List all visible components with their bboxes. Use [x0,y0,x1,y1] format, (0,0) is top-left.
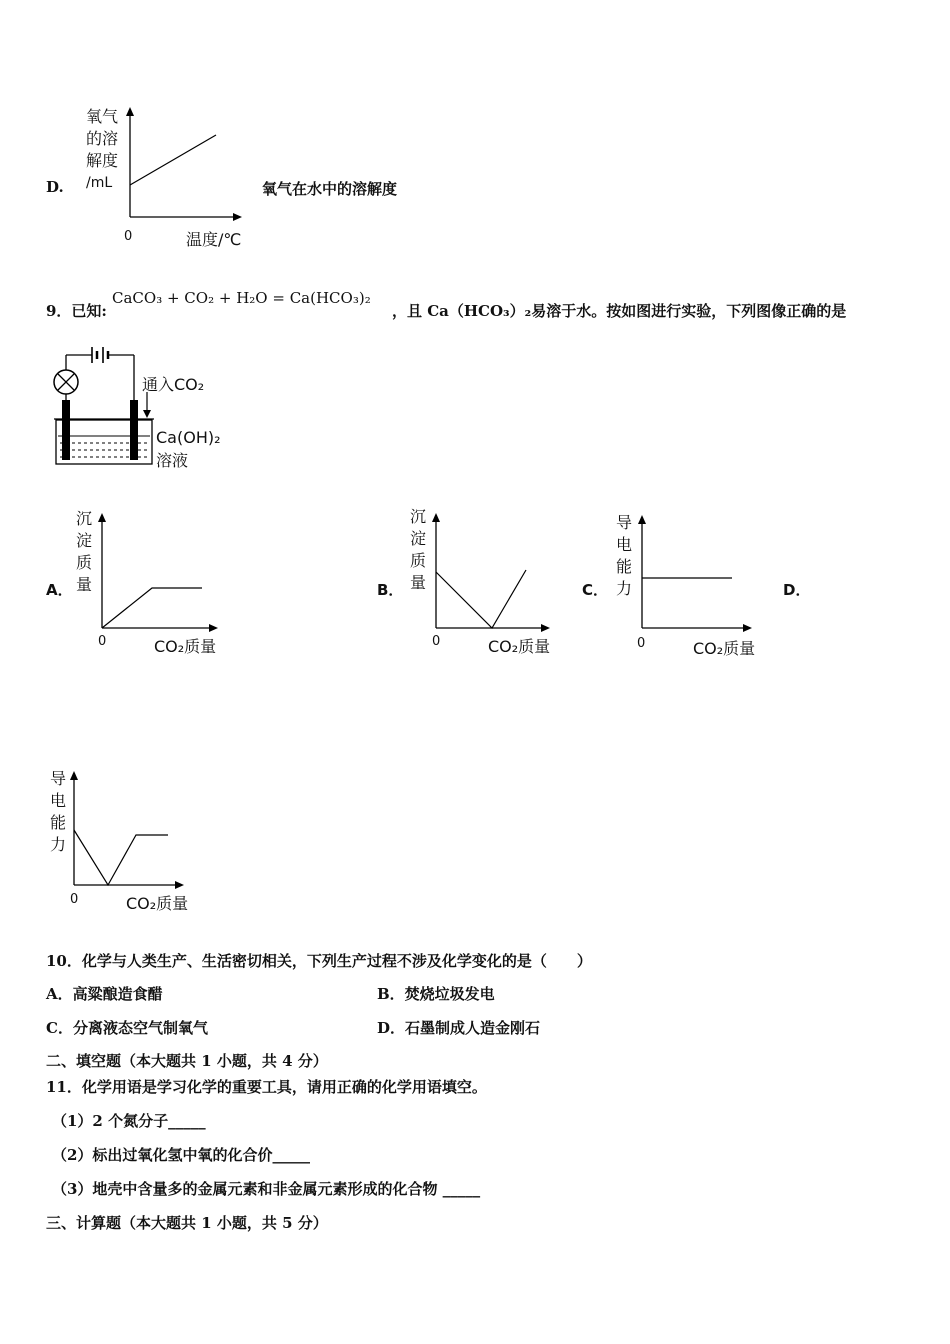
q9d-curve [74,830,168,885]
q9a-zero: 0 [98,634,107,649]
q9-option-d-letter: D． [783,581,811,599]
q9d-zero: 0 [70,892,79,907]
q9d-ylabel: 导 电 能 力 [50,769,67,854]
electrode-right [130,400,138,460]
q11-part-1: （1）2 个氮分子_____ [52,1112,206,1130]
q8d-graph [120,105,250,225]
q9-label-co2: 通入CO₂ [142,375,205,394]
q9-option-b-letter: B． [377,581,404,599]
q11-part-2: （2）标出过氧化氢中氧的化合价_____ [52,1146,310,1164]
q9b-curve [436,570,526,628]
q11-part-3: （3）地壳中含量多的金属元素和非金属元素形成的化合物 _____ [52,1180,481,1198]
q9c-ylabel: 导 电 能 力 [616,513,633,598]
q9c-graph [636,512,766,634]
q10-stem: 10．化学与人类生产、生活密切相关，下列生产过程不涉及化学变化的是（ ） [46,952,592,970]
q9b-graph [428,510,558,632]
q9b-zero: 0 [432,634,441,649]
q9b-xlabel: CO₂质量 [488,637,551,656]
q9-prefix: 9．已知: [46,302,107,320]
section-3-heading: 三、计算题（本大题共 1 小题，共 5 分） [46,1214,328,1232]
q8-option-d-letter: D. [46,178,64,196]
q11-stem: 11．化学用语是学习化学的重要工具，请用正确的化学用语填空。 [46,1078,487,1096]
q9-option-c-letter: C． [582,581,609,599]
q9-formula: CaCO₃ + CO₂ + H₂O = Ca(HCO₃)₂ [112,289,371,307]
q9c-zero: 0 [637,636,646,651]
q8d-caption: 氧气在水中的溶解度 [262,180,398,198]
battery-icon [92,347,108,363]
q9a-curve [102,588,202,628]
q9a-ylabel: 沉 淀 质 量 [76,509,93,594]
q10-option-c: C．分离液态空气制氧气 [46,1019,208,1037]
q9b-ylabel: 沉 淀 质 量 [410,507,427,592]
q9d-graph [68,768,198,890]
q9-apparatus [50,340,220,470]
q9-option-a-letter: A． [46,581,73,599]
q9c-xlabel: CO₂质量 [693,639,756,658]
q8d-ylabel: 氧气 的溶 解度 /mL [86,107,119,191]
q9d-xlabel: CO₂质量 [126,894,189,913]
q10-option-d: D．石墨制成人造金刚石 [377,1019,541,1037]
q9a-graph [96,510,226,632]
q9-suffix: ，且 Ca（HCO₃）₂易溶于水。按如图进行实验，下列图像正确的是 [392,302,847,320]
q9-label-solution-2: 溶液 [156,451,189,470]
q10-option-b: B．焚烧垃圾发电 [377,985,495,1003]
q9a-xlabel: CO₂质量 [154,637,217,656]
q10-option-a: A．高粱酿造食醋 [46,985,163,1003]
section-2-heading: 二、填空题（本大题共 1 小题，共 4 分） [46,1052,328,1070]
q8d-line [130,135,216,185]
q9-label-solution: Ca(OH)₂ [156,428,221,447]
electrode-left [62,400,70,460]
q8d-zero: 0 [124,229,133,244]
q8d-xlabel: 温度/℃ [186,230,242,249]
